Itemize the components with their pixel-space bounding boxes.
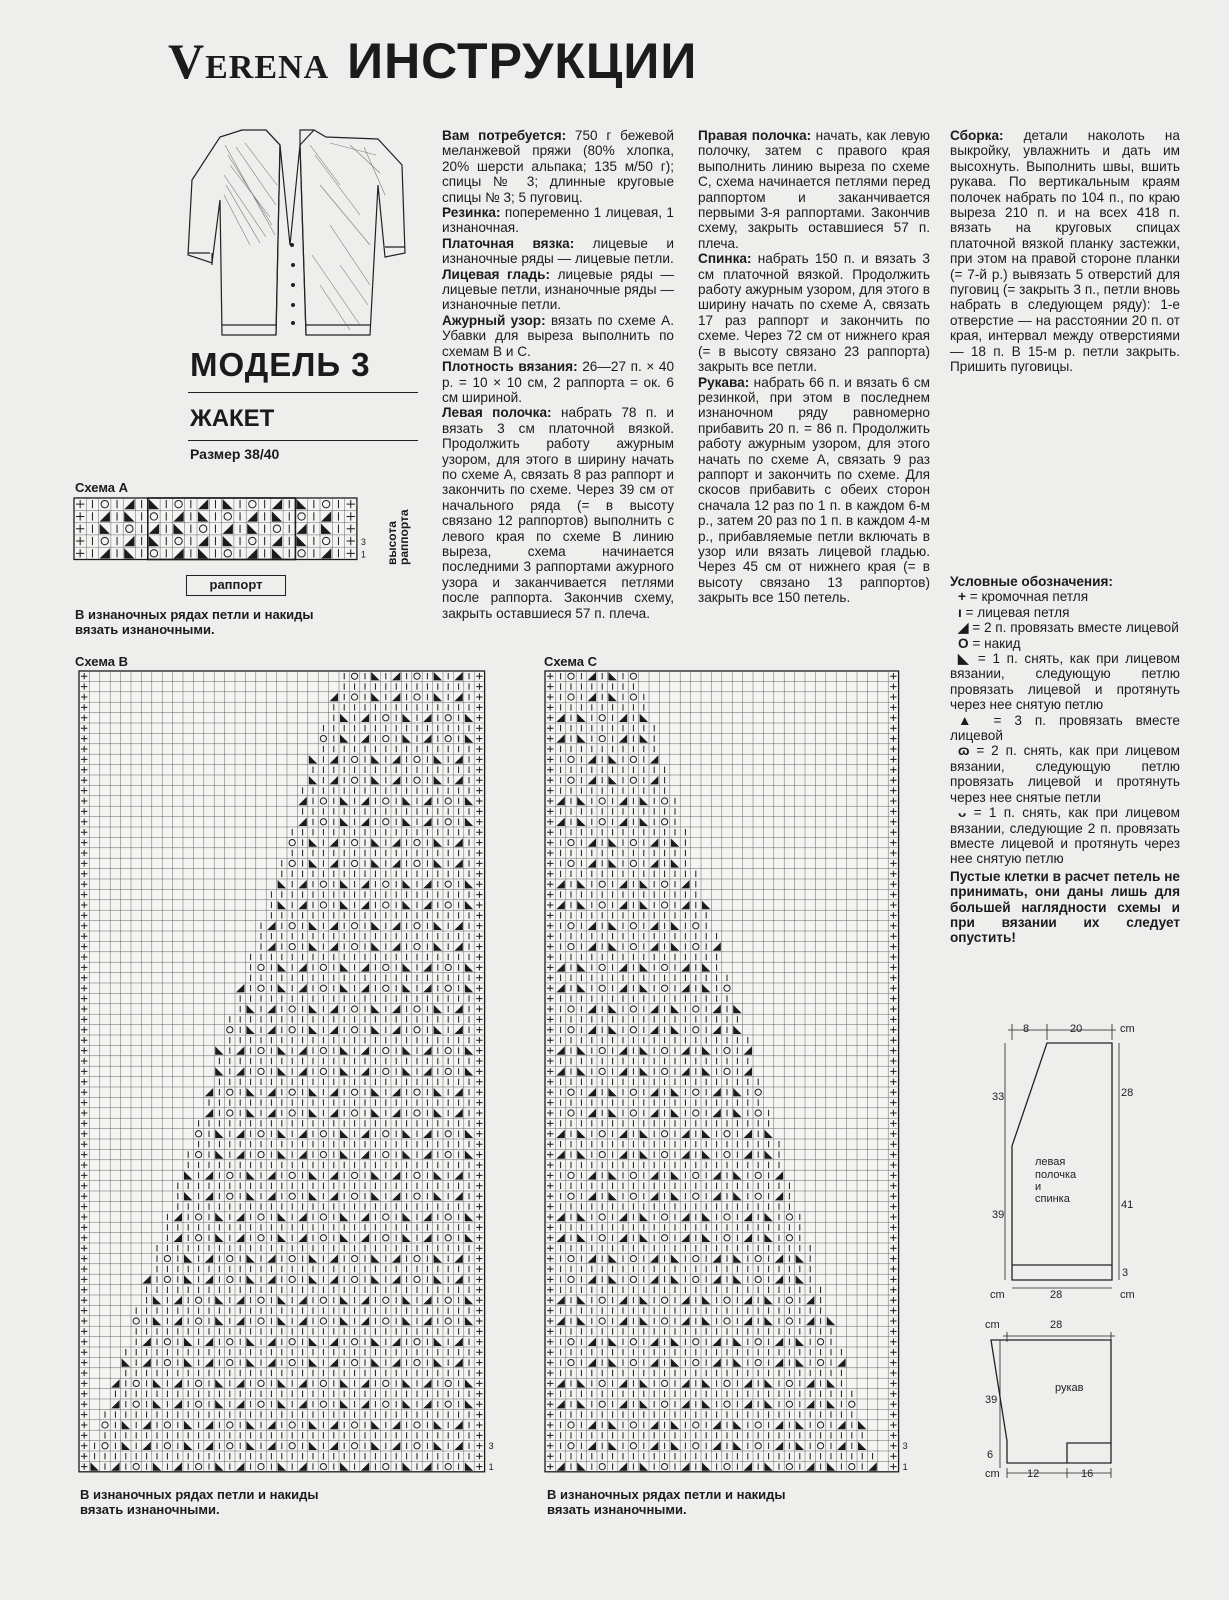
legend-symbol-icon: ɷ [958,743,970,759]
sleeve-dim-16: 16 [1081,1468,1094,1480]
paragraph: Резинка: попеременно 1 лицевая, 1 изнаночная. [442,205,674,236]
scheme-c-caption: В изнаночных рядах петли и накиды вязать изнаночными. [547,1487,786,1517]
body-unit-top: cm [1120,1023,1135,1035]
scheme-c-chart [544,670,924,1478]
row-number: 3 [488,1441,494,1451]
legend-note: Пустые клетки в расчет петель не принимать, они даны лишь для большей наглядности схемы и при вязании их следует опустить! [950,868,1180,946]
paragraph: Сборка: детали наколоть на выкройку, увлажнить и дать им высохнуть. Выполнить швы, вшить рукава. По вертикальным краям полочек набрать по 104 п., по краю выреза 210 п. и на всех 418 п. вязать на круговых спицах платочной вязкой планку застежки, при этом на правой стороне планки (= 7-й р.) вывязать 5 отверстий для пуговиц (= закрыть 3 п., петли вновь набрать в следующем ряду): 1-е отверстие — на расстоянии 20 п. от края, интервал между отверстиями — 18 п. В 15-м р. петли закрыть. Пришить пуговицы. [950,128,1180,375]
scheme-a-chart [73,497,373,577]
row-number: 3 [360,537,366,548]
paragraph: Правая полочка: начать, как левую полочку, затем с правого края выполнить линию выреза по схеме С, схема начинается петлями перед раппортом и заканчивается первыми 3-я раппортами. Закончив схему, закрыть оставшиеся 57 п. плеча. [698,128,930,251]
scheme-c-label: Схема С [544,654,598,669]
paragraph: Левая полочка: набрать 78 п. и вязать 3 см платочной вязкой. Продолжить работу ажурным узором, для этого в ширину начать по схеме А, связать 8 раз раппорт и закончить по схеме. Через 39 см от начального ряда (= в высоту связано 12 раппортов) выполнить с левого края по схеме В линию выреза, схема начинается последними 3 раппортами ажурного узора и заканчивается петлями после раппорта. Закончив схему, закрыть оставшиеся 57 п. плеча. [442,405,674,621]
text-column-2 [698,128,930,606]
body-dim-39: 39 [992,1209,1005,1221]
legend-symbol-icon: ᴗ [958,805,967,821]
size-label: Размер 38/40 [190,446,280,462]
sleeve-dim-12: 12 [1027,1468,1040,1480]
body-dim-bottom: 28 [1050,1289,1063,1301]
paragraph: Рукава: набрать 66 п. и вязать 6 см резинкой, при этом в последнем изнаночном ряду равномерно прибавить 20 п. = 86 п. Продолжить работу ажурным узором, для этого начать по схеме А, связать 9 раз раппорт и закончить по схеме. Для скосов прибавить с обеих сторон сначала 12 раз по 1 п. в каждом 6-м р., затем 20 раз по 1 п. в каждом 4-м р., прибавляемые петли включать в узор или вязать лицевой гладью. Через 45 см от нижнего края (= в высоту связано 13 раппортов) закрыть все 150 петель. [698,374,930,606]
legend-item: + = кромочная петля [958,589,1089,605]
sleeve-dim-6: 6 [987,1449,994,1461]
body-label-line1: левая [1035,1156,1066,1168]
model-title: МОДЕЛЬ 3 [190,346,371,383]
legend-symbol-icon: O [958,635,969,651]
row-number: 1 [360,549,366,560]
legend-item: ɷ = 2 п. снять, как при лицевом вязании, следующую петлю провязать лицевой и протянуть через нее снятые петли [950,743,1180,805]
legend-symbol-icon: ◣ [958,651,972,667]
body-unit-br: cm [1120,1289,1135,1301]
scheme-b-label: Схема В [75,654,129,669]
scheme-b-caption: В изнаночных рядах петли и накиды вязать изнаночными. [80,1487,319,1517]
sleeve-unit-bottom: cm [985,1468,1000,1480]
legend-symbol-icon: + [958,589,966,605]
legend-item: ı = лицевая петля [958,604,1070,620]
legend-symbol-icon: ▲ [958,712,981,728]
sleeve-schematic [985,1318,1125,1518]
body-label-line3: и [1035,1181,1042,1193]
rapport-label: раппорт [186,575,286,596]
row-number: 1 [488,1461,494,1472]
brand-logo: VERENA [168,33,330,89]
paragraph: Лицевая гладь: лицевые ряды — лицевые петли, изнаночные ряды — изнаночные петли. [442,266,675,313]
legend-item: O = накид [958,635,1021,651]
rapport-height-label: высота раппорта [385,509,411,565]
legend-item: ◢ = 2 п. провязать вместе лицевой [958,620,1179,636]
legend-item: ◣ = 1 п. снять, как при лицевом вязании, следующую петлю провязать лицевой и протянуть через нее снятую петлю [950,651,1180,713]
legend [950,574,1180,946]
scheme-a-caption: В изнаночных рядах петли и накиды вязать изнаночными. [75,607,314,637]
sleeve-unit-top: cm [985,1319,1000,1331]
garment-title: ЖАКЕТ [190,405,275,432]
legend-title: Условные обозначения: [950,574,1113,589]
paragraph: Платочная вязка: лицевые и изнаночные ряды — лицевые петли. [442,235,674,267]
text-column-1 [442,128,674,621]
sleeve-label: рукав [1055,1382,1084,1394]
legend-symbol-icon: ◢ [958,620,969,636]
body-dim-33: 33 [992,1091,1005,1103]
legend-item: ᴗ = 1 п. снять, как при лицевом вязании, следующие 2 п. провязать вместе лицевой и протянуть через нее снятую петлю [950,805,1180,867]
row-number: 1 [902,1461,908,1472]
body-dim-8: 8 [1023,1023,1030,1035]
body-dim-41: 41 [1121,1199,1134,1211]
paragraph: Спинка: набрать 150 п. и вязать 3 см платочной вязкой. Продолжить работу ажурным узором, для этого в ширину начать по схеме А, связать 17 раз раппорт и закончить по схеме. Через 72 см от нижнего края (= в высоту связано 23 раппорта) закрыть все петли. [698,251,930,375]
page-title: ИНСТРУКЦИИ [347,33,698,89]
legend-symbol-icon: ı [958,604,962,620]
sleeve-dim-28: 28 [1050,1319,1063,1331]
masthead [168,32,697,90]
text-column-3 [950,128,1180,375]
body-unit-bl: cm [990,1289,1005,1301]
scheme-b-chart [78,670,508,1478]
paragraph: Плотность вязания: 26—27 п. × 40 р. = 10 × 10 см, 2 раппорта = ок. 6 см шириной. [442,359,675,405]
body-label-line2: полочка [1035,1169,1077,1181]
title-divider [188,392,418,393]
legend-item: ▲ = 3 п. провязать вместе лицевой [950,712,1180,744]
body-dim-20: 20 [1070,1023,1083,1035]
body-schematic [985,1018,1135,1308]
paragraph: Вам потребуется: 750 г бежевой меланжевой пряжи (80% хлопка, 20% шерсти альпака; 135 м/50 г); спицы № 3; длинные круговые спицы № 3; 5 пуговиц. [442,128,674,205]
body-label-line4: спинка [1035,1193,1070,1205]
paragraph: Ажурный узор: вязать по схеме А. Убавки для выреза выполнить по схемам В и С. [442,312,674,359]
body-dim-3: 3 [1122,1267,1129,1279]
body-dim-28: 28 [1121,1087,1134,1099]
scheme-a-label: Схема А [75,480,129,495]
subtitle-divider [188,440,418,441]
jacket-illustration [180,125,420,350]
sleeve-dim-39: 39 [985,1394,998,1406]
row-number: 3 [902,1441,908,1451]
